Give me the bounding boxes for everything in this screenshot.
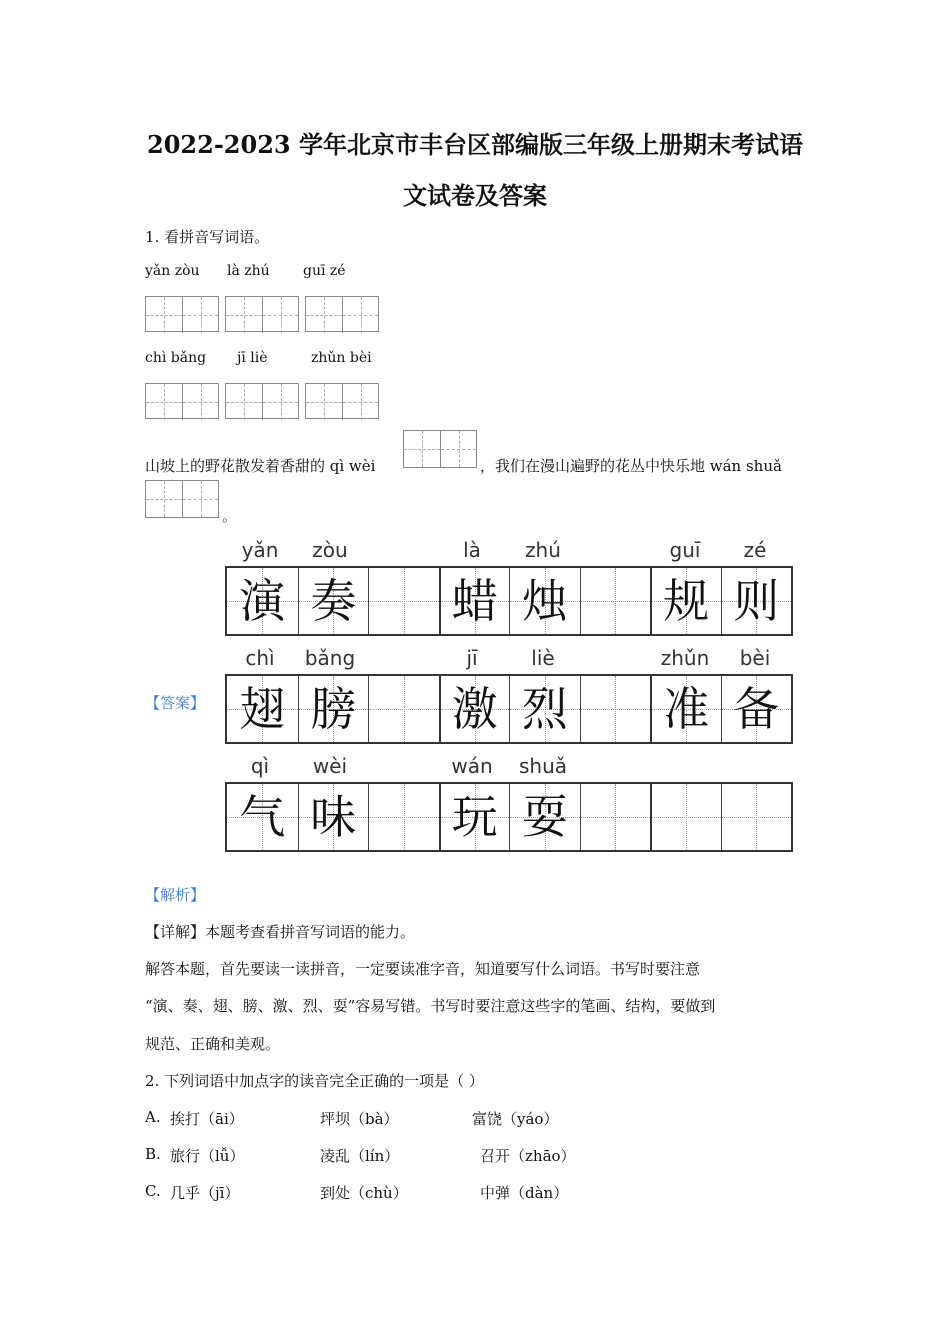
option-c-item: 几乎（jī）: [170, 1184, 240, 1202]
answer-char: [368, 568, 439, 634]
answer-pinyin: jī: [466, 646, 478, 670]
answer-label: 【答案】: [145, 694, 206, 712]
answer-box-wanshua[interactable]: [145, 480, 219, 518]
option-b-item: 凌乱（lín）: [320, 1147, 400, 1165]
q1-writing-grid-1: [145, 296, 379, 332]
answer-char: [580, 568, 651, 634]
pinyin-label: là zhú: [227, 263, 270, 279]
answer-char: [580, 784, 651, 850]
option-b-item: 召开（zhāo）: [480, 1147, 576, 1165]
explain-line-3: 规范、正确和美观。: [145, 1035, 281, 1053]
answer-box[interactable]: [305, 296, 379, 332]
answer-pinyin: guī: [669, 538, 701, 562]
answer-char: 备: [721, 676, 792, 742]
detail-label: 【详解】: [145, 923, 206, 941]
answer-char: [650, 784, 721, 850]
pinyin-label: guī zé: [303, 263, 346, 279]
detail-text: 本题考查看拼音写词语的能力。: [205, 923, 416, 941]
answer-box[interactable]: [225, 296, 299, 332]
option-b-item: 旅行（lǚ）: [170, 1147, 245, 1165]
answer-pinyin: zòu: [312, 538, 348, 562]
answer-pinyin: qì: [250, 754, 270, 778]
answer-pinyin: yǎn: [241, 538, 279, 562]
answer-box[interactable]: [305, 383, 379, 419]
answer-pinyin: liè: [531, 646, 555, 670]
answer-char: 气: [227, 784, 298, 850]
answer-char: 膀: [298, 676, 369, 742]
answer-char: [721, 784, 792, 850]
pinyin-label: jī liè: [237, 350, 268, 366]
answer-char: [580, 676, 651, 742]
option-c-item: 到处（chù）: [320, 1184, 408, 1202]
pinyin-label: chì bǎng: [145, 350, 207, 366]
q1-stem: 1. 看拼音写词语。: [145, 228, 270, 246]
q1-sentence-end: 。: [222, 507, 238, 525]
answer-char: 玩: [439, 784, 510, 850]
answer-pinyin: wán: [451, 754, 493, 778]
answer-char: 奏: [298, 568, 369, 634]
answer-box[interactable]: [225, 383, 299, 419]
explain-line-2: “演、奏、翅、膀、激、烈、耍”容易写错。书写时要注意这些字的笔画、结构，要做到: [145, 997, 716, 1015]
option-a-label[interactable]: A.: [145, 1108, 161, 1126]
q1-sentence-part1: 山坡上的野花散发着香甜的 qì wèi: [145, 457, 376, 475]
q1-sentence-part2: ，我们在漫山遍野的花丛中快乐地 wán shuǎ: [480, 457, 782, 475]
answer-char: 味: [298, 784, 369, 850]
answer-box[interactable]: [145, 296, 219, 332]
q1-writing-grid-2: [145, 383, 379, 419]
answer-char: 烈: [509, 676, 580, 742]
answer-pinyin: bèi: [739, 646, 771, 670]
pinyin-label: zhǔn bèi: [311, 350, 372, 366]
detail-line: [145, 921, 415, 942]
answer-char: 烛: [509, 568, 580, 634]
answer-char: 激: [439, 676, 510, 742]
answer-char-row-3: [225, 782, 793, 852]
explain-line-1: 解答本题，首先要读一读拼音，一定要读准字音，知道要写什么词语。书写时要注意: [145, 960, 701, 978]
option-a-item: 富饶（yáo）: [472, 1110, 559, 1128]
answer-pinyin: zé: [743, 538, 767, 562]
answer-char: 规: [650, 568, 721, 634]
answer-pinyin: shuǎ: [518, 754, 568, 778]
q1-pinyin-row-1: [145, 263, 346, 279]
answer-char: 耍: [509, 784, 580, 850]
answer-box-qiwei[interactable]: [403, 430, 477, 468]
document-title-line1: 2022-2023 学年北京市丰台区部编版三年级上册期末考试语: [147, 130, 803, 159]
answer-char: [368, 676, 439, 742]
answer-char: [368, 784, 439, 850]
option-c-label[interactable]: C.: [145, 1182, 161, 1200]
option-a-item: 挨打（āi）: [170, 1110, 244, 1128]
answer-pinyin: là: [463, 538, 481, 562]
answer-box[interactable]: [145, 383, 219, 419]
answer-pinyin: bǎng: [304, 646, 356, 670]
q1-pinyin-row-2: [145, 350, 372, 366]
pinyin-label: yǎn zòu: [145, 263, 200, 279]
option-b-label[interactable]: B.: [145, 1145, 161, 1163]
answer-char: 蜡: [439, 568, 510, 634]
answer-char: 准: [650, 676, 721, 742]
answer-char-row-2: [225, 674, 793, 744]
analysis-label: 【解析】: [145, 886, 206, 904]
document-title-line2: 文试卷及答案: [403, 181, 547, 210]
answer-pinyin: chì: [245, 646, 275, 670]
answer-char: 翅: [227, 676, 298, 742]
answer-pinyin: wèi: [312, 754, 348, 778]
answer-char: 则: [721, 568, 792, 634]
q2-stem: 2. 下列词语中加点字的读音完全正确的一项是（ ）: [145, 1072, 484, 1090]
answer-char: 演: [227, 568, 298, 634]
option-a-item: 坪坝（bà）: [320, 1110, 399, 1128]
answer-pinyin: zhǔn: [660, 646, 710, 670]
option-c-item: 中弹（dàn）: [480, 1184, 569, 1202]
answer-char-row-1: [225, 566, 793, 636]
answer-pinyin: zhú: [525, 538, 561, 562]
